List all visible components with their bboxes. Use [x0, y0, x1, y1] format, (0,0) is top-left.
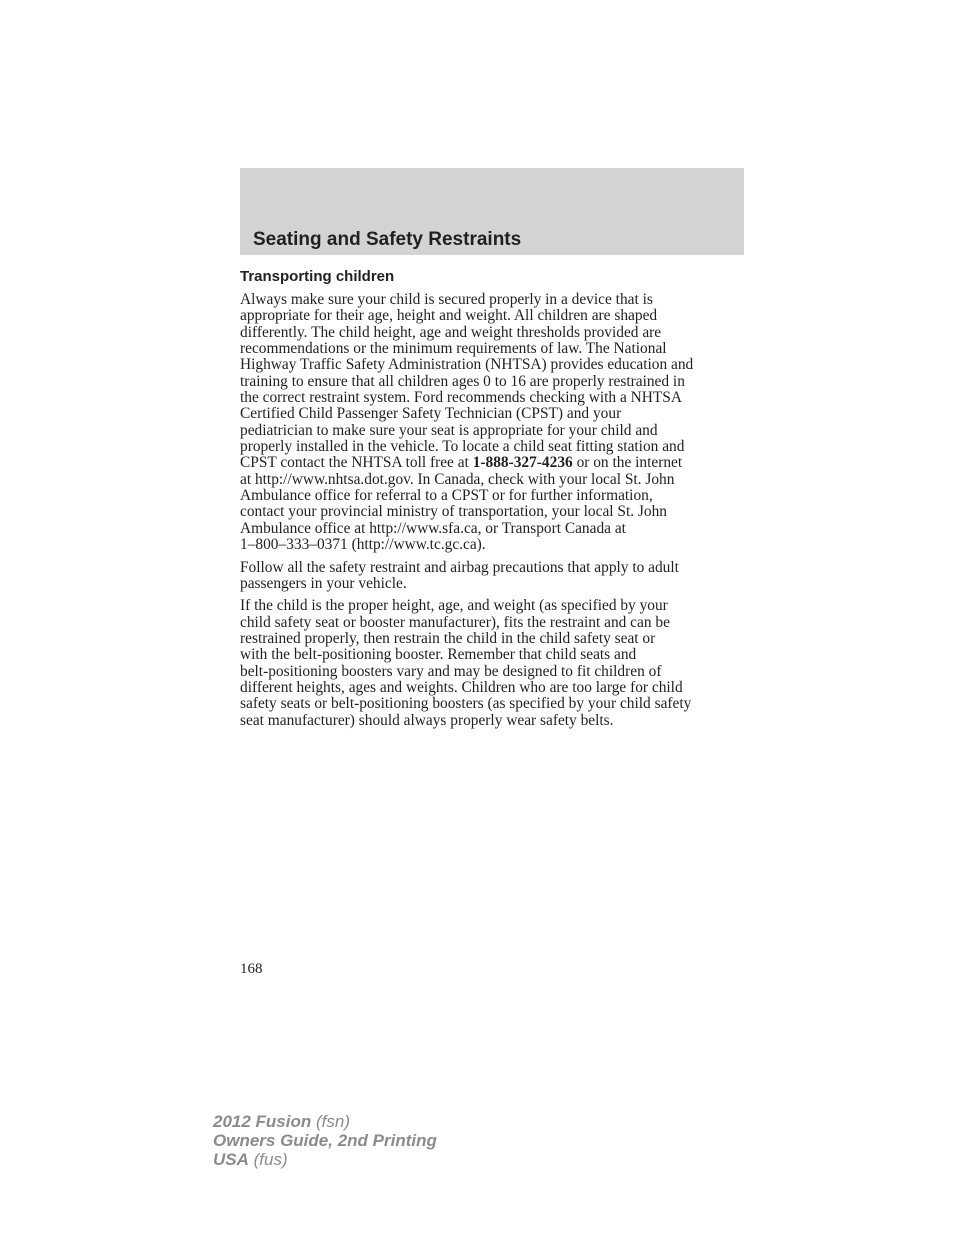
footer-model-code: (fsn) — [311, 1112, 350, 1131]
text-segment: or on the internet — [572, 454, 683, 472]
text-line: Ambulance office at http://www.sfa.ca, or Transport Canada at — [240, 519, 626, 537]
text-line-phone — [240, 455, 746, 471]
text-line: safety seats or belt-positioning boosters (as specified by your child safety — [240, 695, 692, 713]
text-line: passengers in your vehicle. — [240, 574, 407, 592]
paragraph-safety-precautions — [240, 560, 746, 593]
footer-model-name: 2012 Fusion — [213, 1112, 312, 1131]
footer-line-model — [213, 1112, 437, 1131]
paragraph-transporting-children — [240, 292, 746, 554]
text-line: If the child is the proper height, age, and weight (as specified by your — [240, 597, 668, 615]
text-line: properly installed in the vehicle. To locate a child seat fitting station and — [240, 438, 685, 456]
text-line: belt-positioning boosters vary and may be designed to fit children of — [240, 662, 662, 680]
text-line: Ambulance office for referral to a CPST or for further information, — [240, 487, 653, 505]
text-line: training to ensure that all children ages 0 to 16 are properly restrained in — [240, 372, 685, 390]
text-line: appropriate for their age, height and weight. All children are shaped — [240, 307, 658, 325]
toll-free-phone-number: 1-888-327-4236 — [472, 454, 573, 472]
text-line: pediatrician to make sure your seat is appropriate for your child and — [240, 421, 658, 439]
subheading: Transporting children — [240, 268, 395, 285]
text-line: child safety seat or booster manufacturer), fits the restraint and can be — [240, 613, 670, 631]
section-title: Seating and Safety Restraints — [253, 229, 522, 250]
text-segment: CPST contact the NHTSA toll free at — [240, 454, 473, 472]
text-line: recommendations or the minimum requirements of law. The National — [240, 340, 667, 358]
text-line: Follow all the safety restraint and airbag precautions that apply to adult — [240, 558, 679, 576]
footer-region-name: USA — [213, 1150, 249, 1169]
text-line: contact your provincial ministry of transportation, your local St. John — [240, 503, 668, 521]
section-header-band — [240, 168, 744, 255]
page-number: 168 — [240, 961, 263, 977]
footer-line-region — [213, 1150, 437, 1169]
text-line: Certified Child Passenger Safety Technician (CPST) and your — [240, 405, 622, 423]
text-line: different heights, ages and weights. Children who are too large for child — [240, 678, 683, 696]
text-line: Always make sure your child is secured properly in a device that is — [240, 291, 653, 308]
footer-publication-info — [213, 1112, 437, 1169]
paragraph-proper-restraint — [240, 598, 746, 729]
text-line: 1–800–333–0371 (http://www.tc.gc.ca). — [240, 536, 486, 554]
footer-region-code: (fus) — [248, 1150, 288, 1169]
text-line: differently. The child height, age and weight thresholds provided are — [240, 323, 662, 341]
text-line: with the belt-positioning booster. Remember that child seats and — [240, 646, 637, 664]
text-line: seat manufacturer) should always properly wear safety belts. — [240, 711, 614, 729]
footer-guide-title: Owners Guide, 2nd Printing — [213, 1131, 437, 1150]
text-line: Highway Traffic Safety Administration (NHTSA) provides education and — [240, 356, 694, 374]
text-line: at http://www.nhtsa.dot.gov. In Canada, check with your local St. John — [240, 470, 675, 488]
text-line: the correct restraint system. Ford recommends checking with a NHTSA — [240, 389, 682, 407]
footer-line-guide — [213, 1131, 437, 1150]
main-content — [240, 267, 746, 735]
text-line: restrained properly, then restrain the child in the child safety seat or — [240, 629, 656, 647]
